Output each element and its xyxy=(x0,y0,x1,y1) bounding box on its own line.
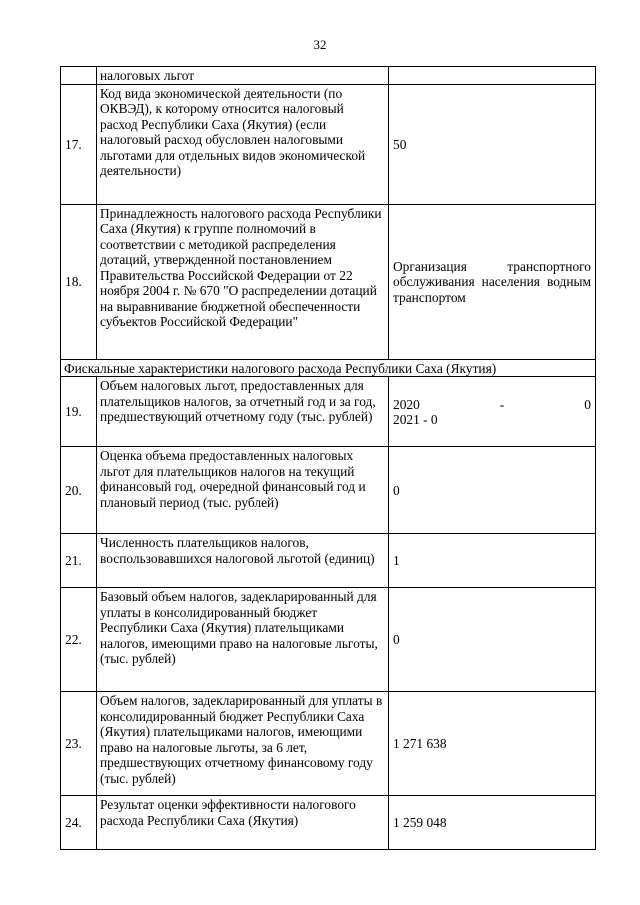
row-number: 22. xyxy=(61,588,97,692)
row-number: 18. xyxy=(61,204,97,359)
table-row xyxy=(61,534,596,588)
row-description: Результат оценки эффективности налогового расхода Республики Саха (Якутия) xyxy=(97,796,389,850)
table-row xyxy=(61,204,596,359)
row-value: 0 xyxy=(389,588,596,692)
row-value: 50 xyxy=(389,84,596,204)
row-value: 1 xyxy=(389,534,596,588)
table-row xyxy=(61,796,596,850)
row-value xyxy=(389,67,596,85)
row-number: 23. xyxy=(61,692,97,796)
row-description: Базовый объем налогов, задекларированный для уплаты в консолидированный бюджет Республики Саха (Якутия) плательщиками налогов, имеющими право на налоговые льготы, (тыс. рублей) xyxy=(97,588,389,692)
row-description: налоговых льгот xyxy=(97,67,389,85)
row-value: 1 259 048 xyxy=(389,796,596,850)
tax-expenditure-table xyxy=(60,66,596,850)
row-description: Принадлежность налогового расхода Республики Саха (Якутия) к группе полномочий в соответствии с методикой распределения дотаций, утвержденной постановлением Правительства Российской Федерации от 22 ноября 2004 г. № 670 "О распределении дотаций на выравнивание бюджетной обеспеченности субъектов Российской Федерации" xyxy=(97,204,389,359)
section-title: Фискальные характеристики налогового расхода Республики Саха (Якутия) xyxy=(61,359,596,377)
row-number: 24. xyxy=(61,796,97,850)
table-row xyxy=(61,692,596,796)
row-description: Код вида экономической деятельности (по ОКВЭД), к которому относится налоговый расход Республики Саха (Якутия) (если налоговый расход обусловлен налоговыми льготами для отдельных видов экономической деятельности) xyxy=(97,84,389,204)
row-number: 20. xyxy=(61,447,97,534)
row-number xyxy=(61,67,97,85)
table-row xyxy=(61,588,596,692)
row-value: Организация транспортного обслуживания населения водным транспортом xyxy=(389,204,596,359)
section-header-row xyxy=(61,359,596,377)
page-number: 32 xyxy=(313,37,327,52)
row-value: 0 xyxy=(389,447,596,534)
row-description: Численность плательщиков налогов, воспользовавшихся налоговой льготой (единиц) xyxy=(97,534,389,588)
table-row xyxy=(61,447,596,534)
value-line-2021: 2021 - 0 xyxy=(393,412,438,427)
row-description: Оценка объема предоставленных налоговых льгот для плательщиков налогов на текущий финансовый год, очередной финансовый год и плановый период (тыс. рублей) xyxy=(97,447,389,534)
row-description: Объем налогов, задекларированный для уплаты в консолидированный бюджет Республики Саха (Якутия) плательщиками налогов, имеющими право на налоговые льготы, за 6 лет, предшествующих отчетному финансовому году (тыс. рублей) xyxy=(97,692,389,796)
table-row xyxy=(61,67,596,85)
row-description: Объем налоговых льгот, предоставленных для плательщиков налогов, за отчетный год и за год, предшествующий отчетному году (тыс. рублей) xyxy=(97,377,389,447)
row-value xyxy=(389,377,596,447)
row-number: 21. xyxy=(61,534,97,588)
row-number: 19. xyxy=(61,377,97,447)
value-year: 2020 xyxy=(393,396,420,412)
table-row xyxy=(61,84,596,204)
value-amount: 0 xyxy=(584,396,591,412)
row-number: 17. xyxy=(61,84,97,204)
table-row xyxy=(61,377,596,447)
value-line-2020 xyxy=(393,397,591,413)
value-dash: - xyxy=(499,396,505,412)
row-value: 1 271 638 xyxy=(389,692,596,796)
